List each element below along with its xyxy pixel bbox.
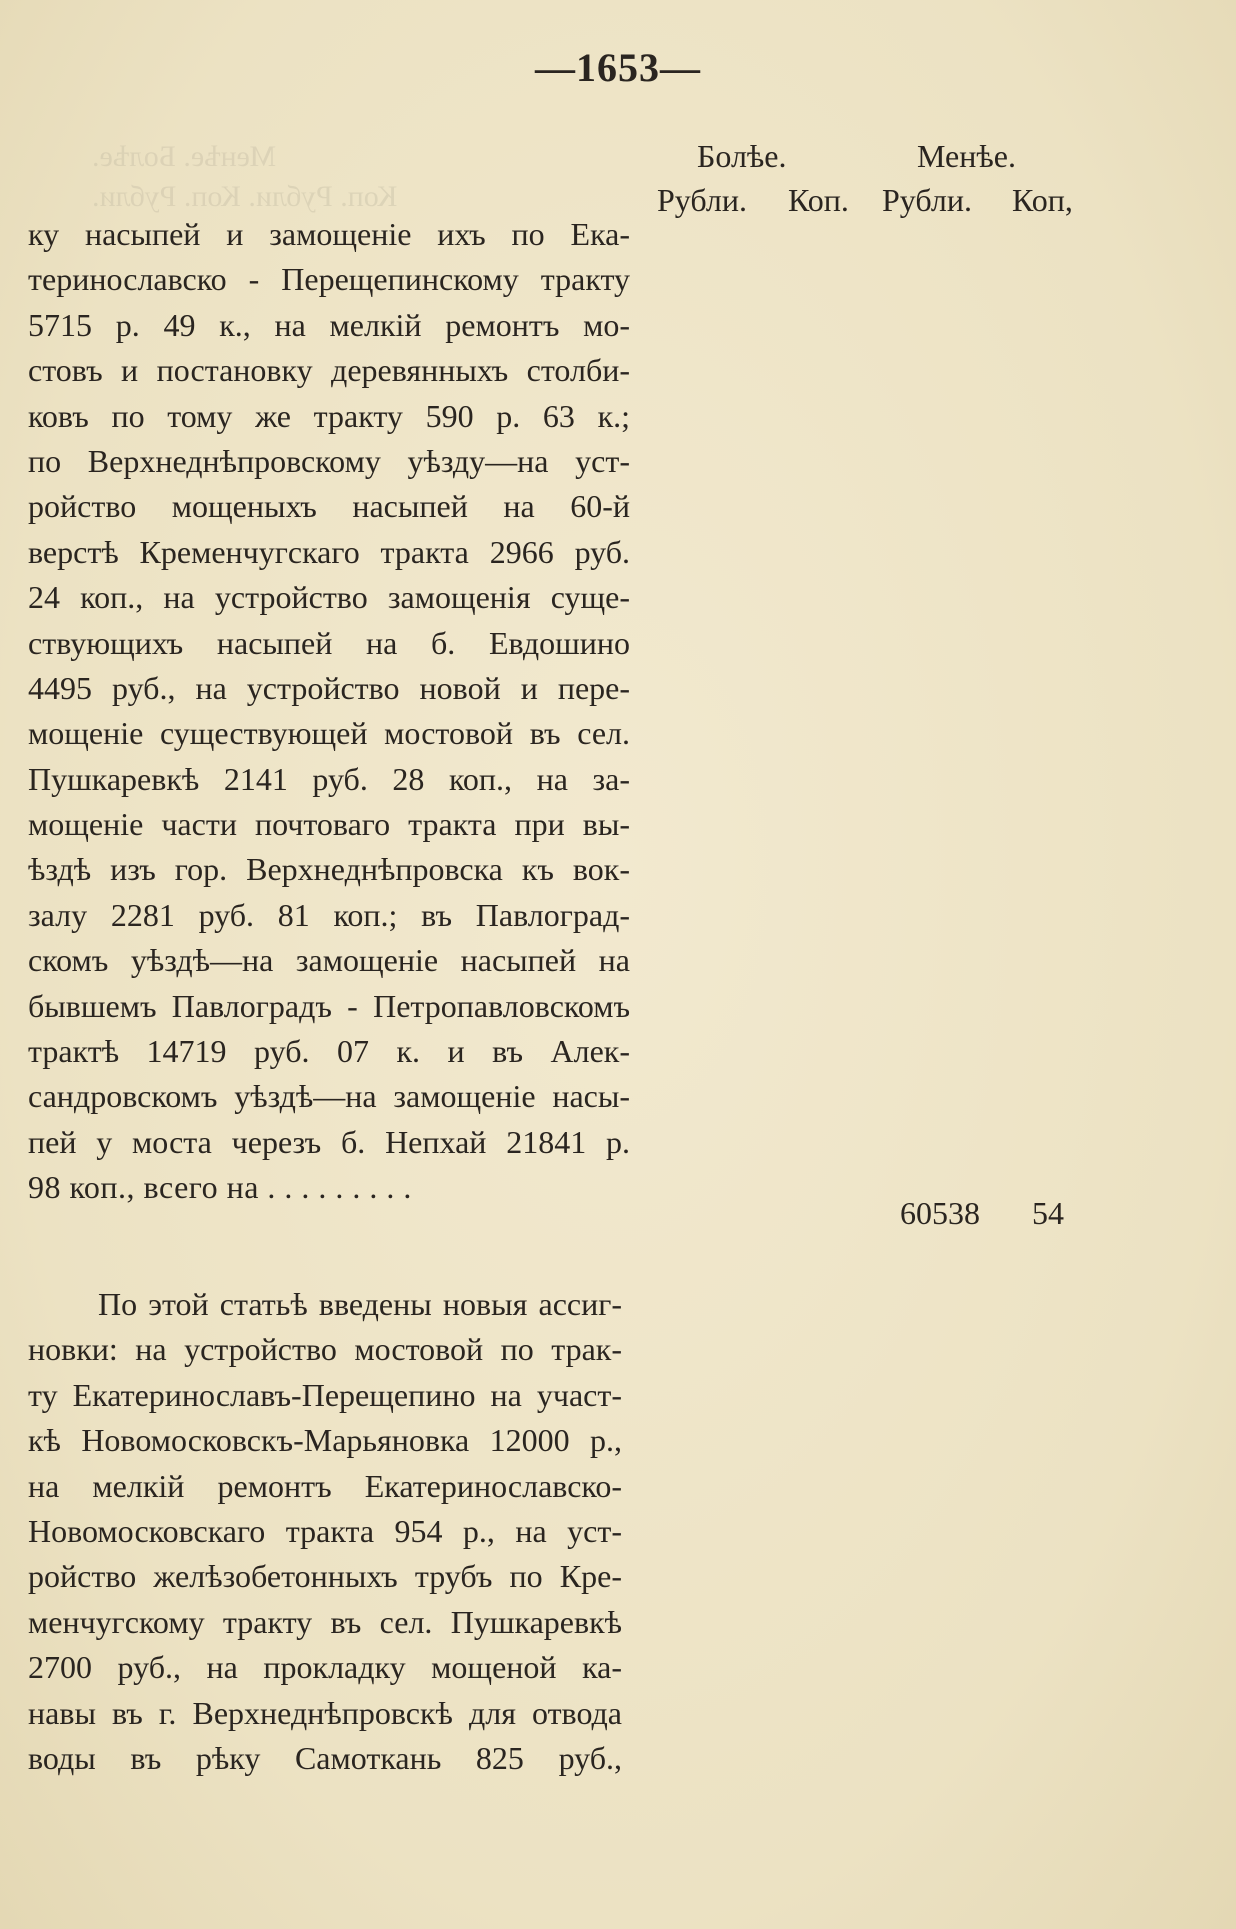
text-line: теринославско - Перещепинскому тракту <box>28 261 630 298</box>
text-line: ѣздѣ изъ гор. Верхнеднѣпровска къ вок- <box>28 851 630 888</box>
column-header-bolee: Болѣе. <box>697 138 787 174</box>
text-line: 4495 руб., на устройство новой и пере- <box>28 669 630 706</box>
text-line: бывшемъ Павлоградъ - Петропавловскомъ <box>28 987 630 1024</box>
text-line: ройство мощеныхъ насыпей на 60-й <box>28 488 630 525</box>
text-line: ковъ по тому же тракту 590 р. 63 к.; <box>28 397 630 434</box>
text-line: мощеніе существующей мостовой въ сел. <box>28 715 630 752</box>
text-line: скомъ уѣздѣ—на замощеніе насыпей на <box>28 942 630 979</box>
column-header-kop: Коп. <box>788 182 849 218</box>
text-line: менчугскому тракту въ сел. Пушкаревкѣ <box>28 1603 622 1640</box>
text-line: сандровскомъ уѣздѣ—на замощеніе насы- <box>28 1078 630 1115</box>
text-line: 98 коп., всего на . . . . . . . . . <box>28 1169 412 1206</box>
text-line: стовъ и постановку деревянныхъ столби- <box>28 352 630 389</box>
page-number: —1653— <box>535 45 701 90</box>
bleed-through-text: Коп. Рубли. Коп. Рубли. <box>92 180 398 213</box>
text-line: пей у моста черезъ б. Непхай 21841 р. <box>28 1123 630 1160</box>
column-header-menee: Менѣе. <box>917 138 1016 174</box>
text-line: ствующихъ насыпей на б. Евдошино <box>28 624 630 661</box>
text-line: ку насыпей и замощеніе ихъ по Ека- <box>28 216 630 252</box>
text-line: Пушкаревкѣ 2141 руб. 28 коп., на за- <box>28 760 630 797</box>
text-line: кѣ Новомосковскъ-Марьяновка 12000 р., <box>28 1422 622 1459</box>
paragraph-2 <box>28 1282 622 1781</box>
text-line: мощеніе части почтоваго тракта при вы- <box>28 806 630 843</box>
text-line: 2700 руб., на прокладку мощеной ка- <box>28 1649 622 1686</box>
column-header-rubli: Рубли. <box>882 182 972 218</box>
text-line: По этой статьѣ введены новыя ассиг- <box>98 1286 622 1322</box>
bleed-through-text: Менѣе. Болѣе. <box>92 140 277 173</box>
text-line: на мелкій ремонтъ Екатеринославско- <box>28 1467 622 1504</box>
text-line: 5715 р. 49 к., на мелкій ремонтъ мо- <box>28 306 630 343</box>
column-header-rubli: Рубли. <box>657 182 747 218</box>
paragraph-1 <box>28 212 630 1211</box>
text-line: залу 2281 руб. 81 коп.; въ Павлоград- <box>28 896 630 933</box>
text-line: верстѣ Кременчугскаго тракта 2966 руб. <box>28 533 630 570</box>
text-line: 24 коп., на устройство замощенія суще- <box>28 579 630 616</box>
text-line: по Верхнеднѣпровскому уѣзду—на уст- <box>28 442 630 479</box>
text-line: новки: на устройство мостовой по трак- <box>28 1331 622 1368</box>
column-header-kop: Коп, <box>1012 182 1073 218</box>
text-line: трактѣ 14719 руб. 07 к. и въ Алек- <box>28 1033 630 1070</box>
total-kopecks: 54 <box>1032 1195 1064 1231</box>
text-line: ту Екатеринославъ-Перещепино на участ- <box>28 1376 622 1413</box>
text-line: Новомосковскаго тракта 954 р., на уст- <box>28 1512 622 1549</box>
total-rubles: 60538 <box>900 1195 980 1231</box>
text-line: навы въ г. Верхнеднѣпровскѣ для отвода <box>28 1694 622 1731</box>
text-line: воды въ рѣку Самоткань 825 руб., <box>28 1739 622 1776</box>
text-line: ройство желѣзобетонныхъ трубъ по Кре- <box>28 1558 622 1595</box>
